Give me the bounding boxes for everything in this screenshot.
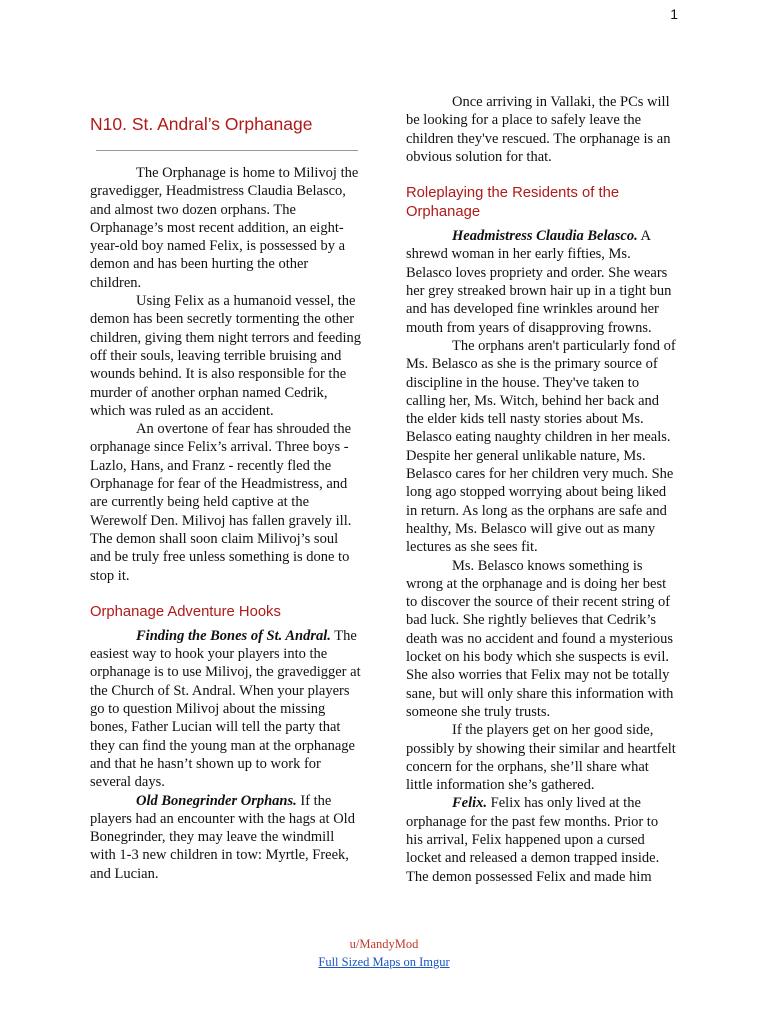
hook-bones-title: Finding the Bones of St. Andral. xyxy=(136,627,331,644)
felix-text: Felix has only lived at the orphanage for the past few months. Prior to his arrival, Felix happened upon a cursed locket and released a demon trapped inside. The demon possessed Felix and made him xyxy=(406,795,660,885)
felix-paragraph xyxy=(406,794,678,885)
headmistress-paragraph xyxy=(406,227,678,337)
hook-bonegrinder-text: If the players had an encounter with the hags at Old Bonegrinder, they may leave the windmill with 1-3 new children in tow: Myrtle, Freek, and Lucian. xyxy=(90,792,355,882)
headmistress-text: A shrewd woman in her early fifties, Ms. Belasco loves propriety and order. She wears her grey streaked brown hair up in a tight bun and has developed fine wrinkles around her mouth from years of disapproving frowns. xyxy=(406,228,672,336)
roleplay-section xyxy=(406,227,678,886)
hook-bonegrinder xyxy=(90,792,362,883)
roleplay-paragraph-1: The orphans aren't particularly fond of Ms. Belasco as she is the primary source of discipline in the house. They've taken to calling her, Ms. Witch, behind her back and the elder kids tell nasty stories about Ms. Belasco eating naughty children in her meals. Despite her general unlikable nature, Ms. Belasco cares for her children very much. She long ago stopped worrying about being liked in return. As long as the orphans are safe and healthy, Ms. Belasco will give out as many lectures as she sees fit. xyxy=(406,337,676,556)
roleplay-heading: Roleplaying the Residents of the Orphanage xyxy=(406,185,620,221)
roleplay-paragraph-3: If the players get on her good side, possibly by showing their similar and heartfelt concern for the orphans, she’ll share what little information she’s gathered. xyxy=(406,722,676,794)
hook-bones xyxy=(90,627,362,792)
hook-bonegrinder-title: Old Bonegrinder Orphans. xyxy=(136,792,297,809)
page-title: N10. St. Andral’s Orphanage xyxy=(90,114,313,134)
hooks-heading: Orphanage Adventure Hooks xyxy=(90,603,281,620)
hooks-section xyxy=(90,627,362,883)
intro-paragraph-2: Using Felix as a humanoid vessel, the demon has been secretly tormenting the other children, giving them night terrors and feeding off their souls, leaving terrible bruising and wounds behind. It is also responsible for the murder of another orphan named Cedrik, which was ruled as an accident. xyxy=(90,293,361,419)
roleplay-paragraph-2: Ms. Belasco knows something is wrong at the orphanage and is doing her best to discover the source of their recent string of bad luck. She rightly believes that Cedrik’s death was no accident and found a mysterious locket on his body which she suspects is evil. She also worries that Felix may not be totally sane, but will only share this information with someone she truly trusts. xyxy=(406,557,674,720)
headmistress-title: Headmistress Claudia Belasco. xyxy=(452,228,638,245)
intro-paragraph-3: An overtone of fear has shrouded the orphanage since Felix’s arrival. Three boys - Lazlo, Hans, and Franz - recently fled the Orphanage for fear of the Headmistress, and are currently being held captive at the Werewolf Den. Milivoj has fallen gravely ill. The demon shall soon claim Milivoj’s soul and be truly free unless something is done to stop it. xyxy=(90,421,352,584)
intro-section xyxy=(90,164,362,585)
footer-username: u/MandyMod xyxy=(349,937,419,951)
page-number: 1 xyxy=(670,6,678,22)
footer-imgur-link[interactable]: Full Sized Maps on Imgur xyxy=(318,955,450,969)
hook-bones-text: The easiest way to hook your players into the orphanage is to use Milivoj, the gravedigger at the Church of St. Andral. When your players go to question Milivoj about the missing bones, Father Lucian will tell the party that they can find the young man at the orphanage and that he hasn’t shown up to work for several days. xyxy=(90,627,361,791)
title-divider xyxy=(96,150,358,151)
vallaki-paragraph: Once arriving in Vallaki, the PCs will be looking for a place to safely leave the children they've rescued. The orphanage is an obvious solution for that. xyxy=(406,94,671,165)
intro-paragraph-1: The Orphanage is home to Milivoj the gravedigger, Headmistress Claudia Belasco, and almost two dozen orphans. The Orphanage’s most recent addition, an eight-year-old boy named Felix, is possessed by a demon and has been hurting the other children. xyxy=(90,165,359,291)
right-column xyxy=(406,0,678,886)
left-column xyxy=(90,0,362,883)
felix-title: Felix. xyxy=(452,795,488,812)
